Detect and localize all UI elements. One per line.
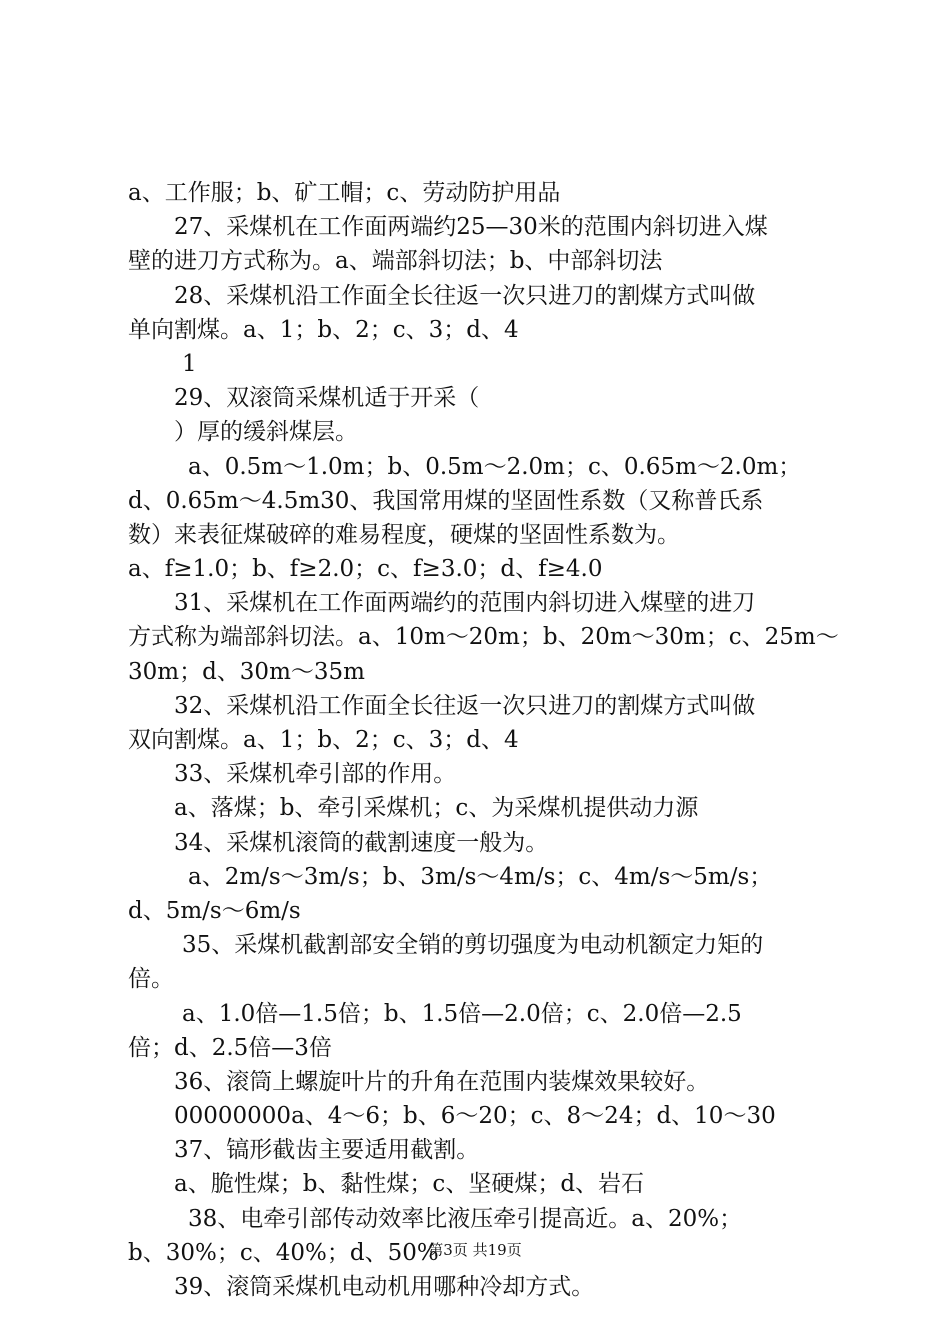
text-line: a、落煤；b、牵引采煤机；c、为采煤机提供动力源 (174, 795, 699, 822)
text-line: 30m；d、30m～35m (128, 658, 365, 685)
text-line: 36、滚筒上螺旋叶片的升角在范围内装煤效果较好。 (174, 1068, 710, 1095)
text-line: a、0.5m～1.0m；b、0.5m～2.0m；c、0.65m～2.0m； (188, 453, 802, 480)
text-line: 32、采煤机沿工作面全长往返一次只进刀的割煤方式叫做 (174, 692, 756, 719)
text-line: a、2m/s～3m/s；b、3m/s～4m/s；c、4m/s～5m/s； (188, 863, 773, 890)
text-line: 倍；d、2.5倍—3倍 (128, 1034, 332, 1061)
page-number-footer: 第3页 共19页 (428, 1241, 522, 1259)
text-line: 35、采煤机截割部安全销的剪切强度为电动机额定力矩的 (182, 932, 764, 959)
text-line: 37、镐形截齿主要适用截割。 (174, 1137, 480, 1164)
text-line: ）厚的缓斜煤层。 (174, 419, 358, 446)
text-line: 数）来表征煤破碎的难易程度，硬煤的坚固性系数为。 (128, 521, 680, 548)
text-line: 34、采煤机滚筒的截割速度一般为。 (174, 829, 549, 856)
text-line: 29、双滚筒采煤机适于开采（ (174, 385, 480, 412)
text-line: d、0.65m～4.5m30、我国常用煤的坚固性系数（又称普氏系 (128, 487, 764, 514)
text-line: 28、采煤机沿工作面全长往返一次只进刀的割煤方式叫做 (174, 282, 756, 309)
text-line: 38、电牵引部传动效率比液压牵引提高近。a、20%； (188, 1205, 743, 1232)
text-line: 倍。 (128, 966, 174, 993)
text-line: 27、采煤机在工作面两端约25—30米的范围内斜切进入煤 (174, 214, 768, 241)
text-line: 31、采煤机在工作面两端约的范围内斜切进入煤壁的进刀 (174, 590, 756, 617)
text-line: 1 (182, 350, 197, 377)
text-line: 00000000a、4～6；b、6～20；c、8～24；d、10～30 (174, 1103, 776, 1130)
text-line: 单向割煤。a、1；b、2；c、3；d、4 (128, 316, 519, 343)
text-line: a、脆性煤；b、黏性煤；c、坚硬煤；d、岩石 (174, 1171, 645, 1198)
text-line: b、30%；c、40%；d、50% (128, 1239, 439, 1266)
document-body (128, 176, 838, 1304)
text-line: 方式称为端部斜切法。a、10m～20m；b、20m～30m；c、25m～ (128, 624, 839, 651)
text-line: 双向割煤。a、1；b、2；c、3；d、4 (128, 727, 519, 753)
text-line: a、f≥1.0；b、f≥2.0；c、f≥3.0；d、f≥4.0 (128, 556, 603, 583)
text-line: 壁的进刀方式称为。a、端部斜切法；b、中部斜切法 (128, 248, 663, 275)
text-line: a、工作服；b、矿工帽；c、劳动防护用品 (128, 180, 561, 206)
text-line: 33、采煤机牵引部的作用。 (174, 761, 457, 788)
text-line: 39、滚筒采煤机电动机用哪种冷却方式。 (174, 1274, 595, 1300)
text-line: a、1.0倍—1.5倍；b、1.5倍—2.0倍；c、2.0倍—2.5 (182, 1000, 742, 1027)
text-line: d、5m/s～6m/s (128, 897, 301, 924)
